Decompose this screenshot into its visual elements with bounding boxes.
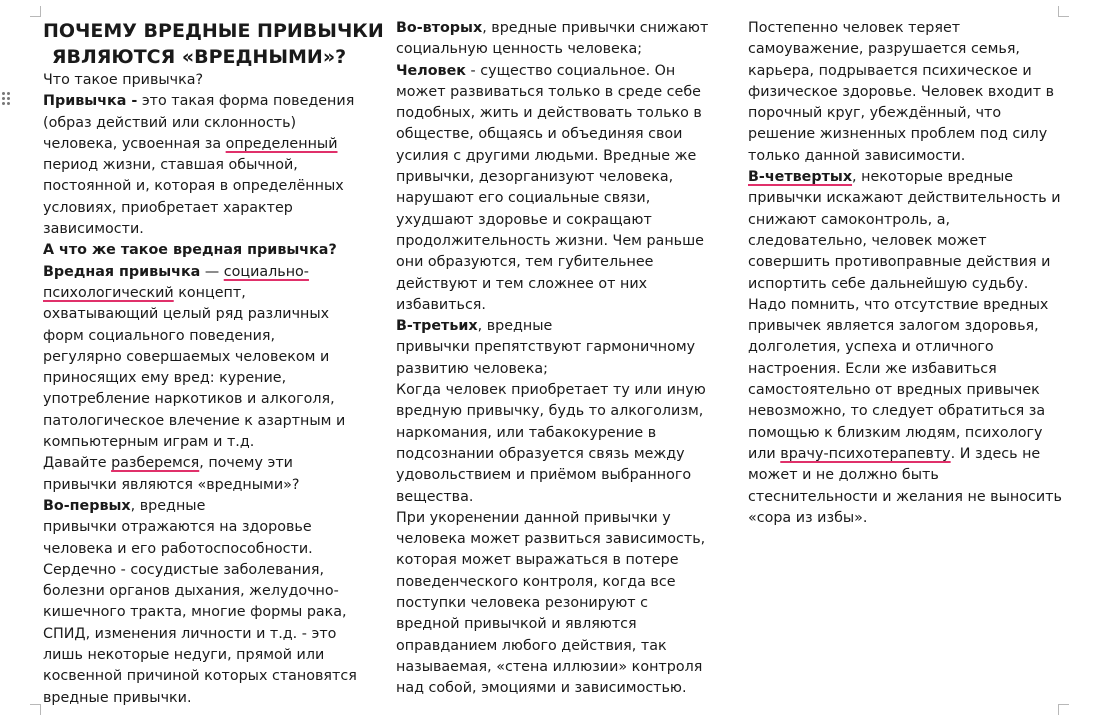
text-column-1 (43, 18, 384, 709)
text-line: привычек является залогом здоровья, (748, 318, 1039, 335)
article-title-line-1: ПОЧЕМУ ВРЕДНЫЕ ПРИВЫЧКИ (43, 20, 384, 42)
text-line: форм социального поведения, (43, 327, 276, 344)
text-line: постоянной и, которая в определённых (43, 178, 344, 195)
text-line: решение жизненных проблем под силу (748, 126, 1048, 143)
text-line: человека может развиться зависимость, (396, 531, 706, 548)
text-line: называемая, «стена иллюзии» контроля (396, 658, 703, 675)
text-line: самостоятельно от вредных привычек (748, 382, 1040, 399)
text-line: Человек - существо социальное. Он (396, 62, 676, 79)
text-line: избавиться. (396, 296, 486, 313)
text-line: приносящих ему вред: курение, (43, 370, 287, 387)
text-line: обществе, общаясь и объединяя свои (396, 126, 683, 143)
text-line: долголетия, успеха и отличного (748, 339, 994, 356)
text-line: кишечного тракта, многие формы рака, (43, 604, 347, 621)
text-line: (образ действий или склонность) (43, 114, 297, 131)
text-line: вредную привычку, будь то алкоголизм, (396, 403, 704, 420)
subheading: А что же такое вредная привычка? (43, 242, 337, 259)
text-line: В-третьих, вредные (396, 318, 553, 335)
text-line: усилия с другими людьми. Вредные же (396, 147, 697, 164)
text-line: зависимости. (43, 221, 144, 238)
text-line: Сердечно - сосудистые заболевания, (43, 561, 325, 578)
text-line: испортить себе дальнейшую судьбу. (748, 275, 1029, 292)
text-line: социальную ценность человека; (396, 41, 643, 58)
text-line: продолжительность жизни. Чем раньше (396, 232, 704, 249)
text-line: привычки препятствуют гармоничному (396, 339, 696, 356)
text-line: При укоренении данной привычки у (396, 509, 671, 526)
text-line: карьера, подрывается психическое и (748, 62, 1032, 79)
drag-handle-icon[interactable] (2, 92, 12, 110)
text-line: они образуются, тем губительнее (396, 254, 654, 271)
text-line: физическое здоровье. Человек входит в (748, 83, 1055, 100)
page-corner-mark (30, 6, 41, 17)
text-line: Когда человек приобретает ту или иную (396, 382, 706, 399)
text-line: может и не должно быть (748, 467, 939, 484)
text-line: лишь некоторые недуги, прямой или (43, 647, 325, 664)
text-line: развитию человека; (396, 360, 548, 377)
text-line: привычки, дезорганизуют человека, (396, 169, 674, 186)
text-line: вещества. (396, 488, 474, 505)
text-line: совершить противоправные действия и (748, 254, 1051, 271)
text-line: Вредная привычка — социально- (43, 263, 309, 280)
spellcheck-word[interactable]: психологический (43, 284, 174, 301)
text-line: Давайте разберемся, почему эти (43, 455, 293, 472)
text-line: косвенной причиной которых становятся (43, 668, 357, 685)
text-line: над собой, эмоциями и зависимостью. (396, 680, 687, 697)
text-line: патологическое влечение к азартным и (43, 412, 346, 429)
article-title-line-2: ЯВЛЯЮТСЯ «ВРЕДНЫМИ»? (51, 46, 347, 68)
text-line: «сора из избы». (748, 509, 868, 526)
text-line: вредной привычкой и являются (396, 616, 637, 633)
text-line: Во-вторых, вредные привычки снижают (396, 20, 709, 36)
text-line: поступки человека резонируют с (396, 595, 649, 612)
text-line: ухудшают здоровье и сокращают (396, 211, 652, 228)
term-bold: Во-первых (43, 497, 131, 514)
text-line: которая может выражаться в потере (396, 552, 679, 569)
text-column-3 (748, 18, 1062, 529)
term-bold: Привычка - (43, 93, 138, 110)
text-line: привычки отражаются на здоровье (43, 519, 312, 536)
text-line: регулярно совершаемых человеком и (43, 348, 330, 365)
spellcheck-word[interactable]: определенный (225, 135, 338, 152)
text-line: СПИД, изменения личности и т.д. - это (43, 625, 337, 642)
text-line: удовольствием и приёмом выбранного (396, 467, 692, 484)
text-line: привычки являются «вредными»? (43, 476, 300, 493)
page-corner-mark (1058, 6, 1069, 17)
spellcheck-word[interactable]: врачу-психотерапевту (780, 445, 951, 462)
text-line: Во-первых, вредные (43, 497, 206, 514)
term-bold: Во-вторых (396, 20, 483, 36)
text-line: психологический концепт, (43, 284, 246, 301)
text-line: настроения. Если же избавиться (748, 360, 997, 377)
text-line: самоуважение, разрушается семья, (748, 41, 1020, 58)
text-line: стеснительности и желания не выносить (748, 488, 1062, 505)
text-line: оправданием любого действия, так (396, 637, 667, 654)
text-line: снижают самоконтроль, а, (748, 211, 951, 228)
text-line: вредные привычки. (43, 689, 192, 706)
text-line: невозможно, то следует обратиться за (748, 403, 1046, 420)
text-line: подсознании образуется связь между (396, 445, 685, 462)
text-line: наркомания, или табакокурение в (396, 424, 657, 441)
text-line: человека, усвоенная за определенный (43, 135, 338, 152)
text-column-2 (396, 18, 709, 700)
term-bold: В-третьих (396, 318, 478, 335)
text-line: привычки искажают действительность и (748, 190, 1061, 207)
text-line: Постепенно человек теряет (748, 20, 961, 36)
text-line: только данной зависимости. (748, 147, 966, 164)
text-line: человека и его работоспособности. (43, 540, 313, 557)
text-line: употребление наркотиков и алкоголя, (43, 391, 335, 408)
page-corner-mark (1058, 704, 1069, 715)
term-bold: Вредная привычка (43, 263, 201, 280)
text-line: следовательно, человек может (748, 232, 987, 249)
text-line: порочный круг, убеждённый, что (748, 105, 1002, 122)
text-line: может развиваться только в среде себе (396, 83, 701, 100)
spellcheck-word[interactable]: разберемся (111, 455, 200, 472)
text-line: Привычка - это такая форма поведения (43, 93, 355, 110)
text-line: Надо помнить, что отсутствие вредных (748, 296, 1049, 313)
text-line: условиях, приобретает характер (43, 199, 293, 216)
text-line: период жизни, ставшая обычной, (43, 157, 298, 174)
spellcheck-word[interactable]: социально- (223, 263, 309, 280)
text-line: охватывающий целый ряд различных (43, 306, 330, 323)
text-line: помощью к близким людям, психологу (748, 424, 1043, 441)
text-line: Что такое привычка? (43, 72, 204, 88)
text-line: или врачу-психотерапевту. И здесь не (748, 445, 1041, 462)
text-line: нарушают его социальные связи, (396, 190, 651, 207)
text-line (43, 240, 355, 261)
text-line: болезни органов дыхания, желудочно- (43, 583, 339, 600)
text-line: подобных, жить и действовать только в (396, 105, 702, 122)
text-line: В-четвертых, некоторые вредные (748, 169, 1014, 186)
page-corner-mark (30, 704, 41, 715)
term-bold: Человек (396, 62, 466, 79)
text-line: действуют и тем сложнее от них (396, 275, 648, 292)
spellcheck-word[interactable]: В-четвертых (748, 169, 853, 186)
text-line: компьютерным играм и т.д. (43, 434, 255, 451)
text-line: поведенческого контроля, когда все (396, 573, 676, 590)
